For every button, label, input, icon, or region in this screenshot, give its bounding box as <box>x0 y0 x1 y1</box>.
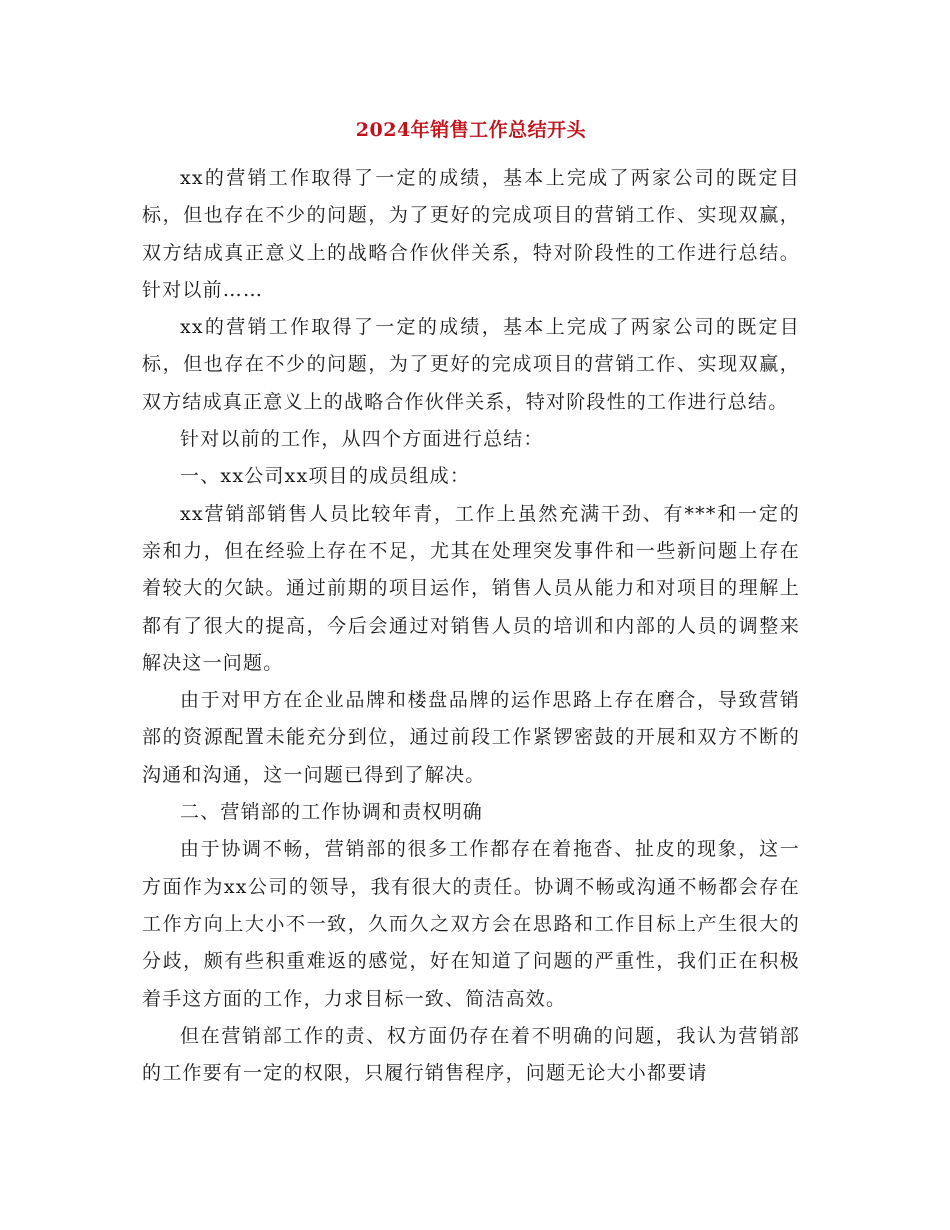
paragraph-5: 由于对甲方在企业品牌和楼盘品牌的运作思路上存在磨合，导致营销部的资源配置未能充分到位，通过前段工作紧锣密鼓的开展和双方不断的沟通和沟通，这一问题已得到了解决。 <box>142 689 800 786</box>
paragraph-3: 针对以前的工作，从四个方面进行总结： <box>180 428 544 451</box>
section-heading-2: 二、营销部的工作协调和责权明确 <box>180 801 484 824</box>
paragraph-1: xx的营销工作取得了一定的成绩，基本上完成了两家公司的既定目标，但也存在不少的问题，为了更好的完成项目的营销工作、实现双赢，双方结成真正意义上的战略合作伙伴关系，特对阶段性的工作进行总结。 针对以前…… <box>142 167 800 301</box>
paragraph-7: 但在营销部工作的责、权方面仍存在着不明确的问题，我认为营销部的工作要有一定的权限，只履行销售程序，问题无论大小都要请 <box>142 1024 800 1085</box>
paragraph-4: xx营销部销售人员比较年青，工作上虽然充满干劲、有***和一定的亲和力，但在经验上存在不足，尤其在处理突发事件和一些新问题上存在着较大的欠缺。通过前期的项目运作，销售人员从能力和对项目的理解上都有了很大的提高，今后会通过对销售人员的培训和内部的人员的调整来解决这一问题。 <box>142 502 800 674</box>
paragraph-6: 由于协调不畅，营销部的很多工作都存在着拖沓、扯皮的现象，这一方面作为xx公司的领导，我有很大的责任。协调不畅或沟通不畅都会存在工作方向上大小不一致，久而久之双方会在思路和工作目标上产生很大的分歧，颇有些积重难返的感觉，好在知道了问题的严重性，我们正在积极着手这方面的工作，力求目标一致、简洁高效。 <box>142 838 800 1010</box>
section-heading-1: 一、xx公司xx项目的成员组成： <box>180 465 471 488</box>
document-title: 2024年销售工作总结开头 <box>355 119 587 141</box>
paragraph-2: xx的营销工作取得了一定的成绩，基本上完成了两家公司的既定目标，但也存在不少的问题，为了更好的完成项目的营销工作、实现双赢，双方结成真正意义上的战略合作伙伴关系，特对阶段性的工作进行总结。 <box>142 316 800 413</box>
